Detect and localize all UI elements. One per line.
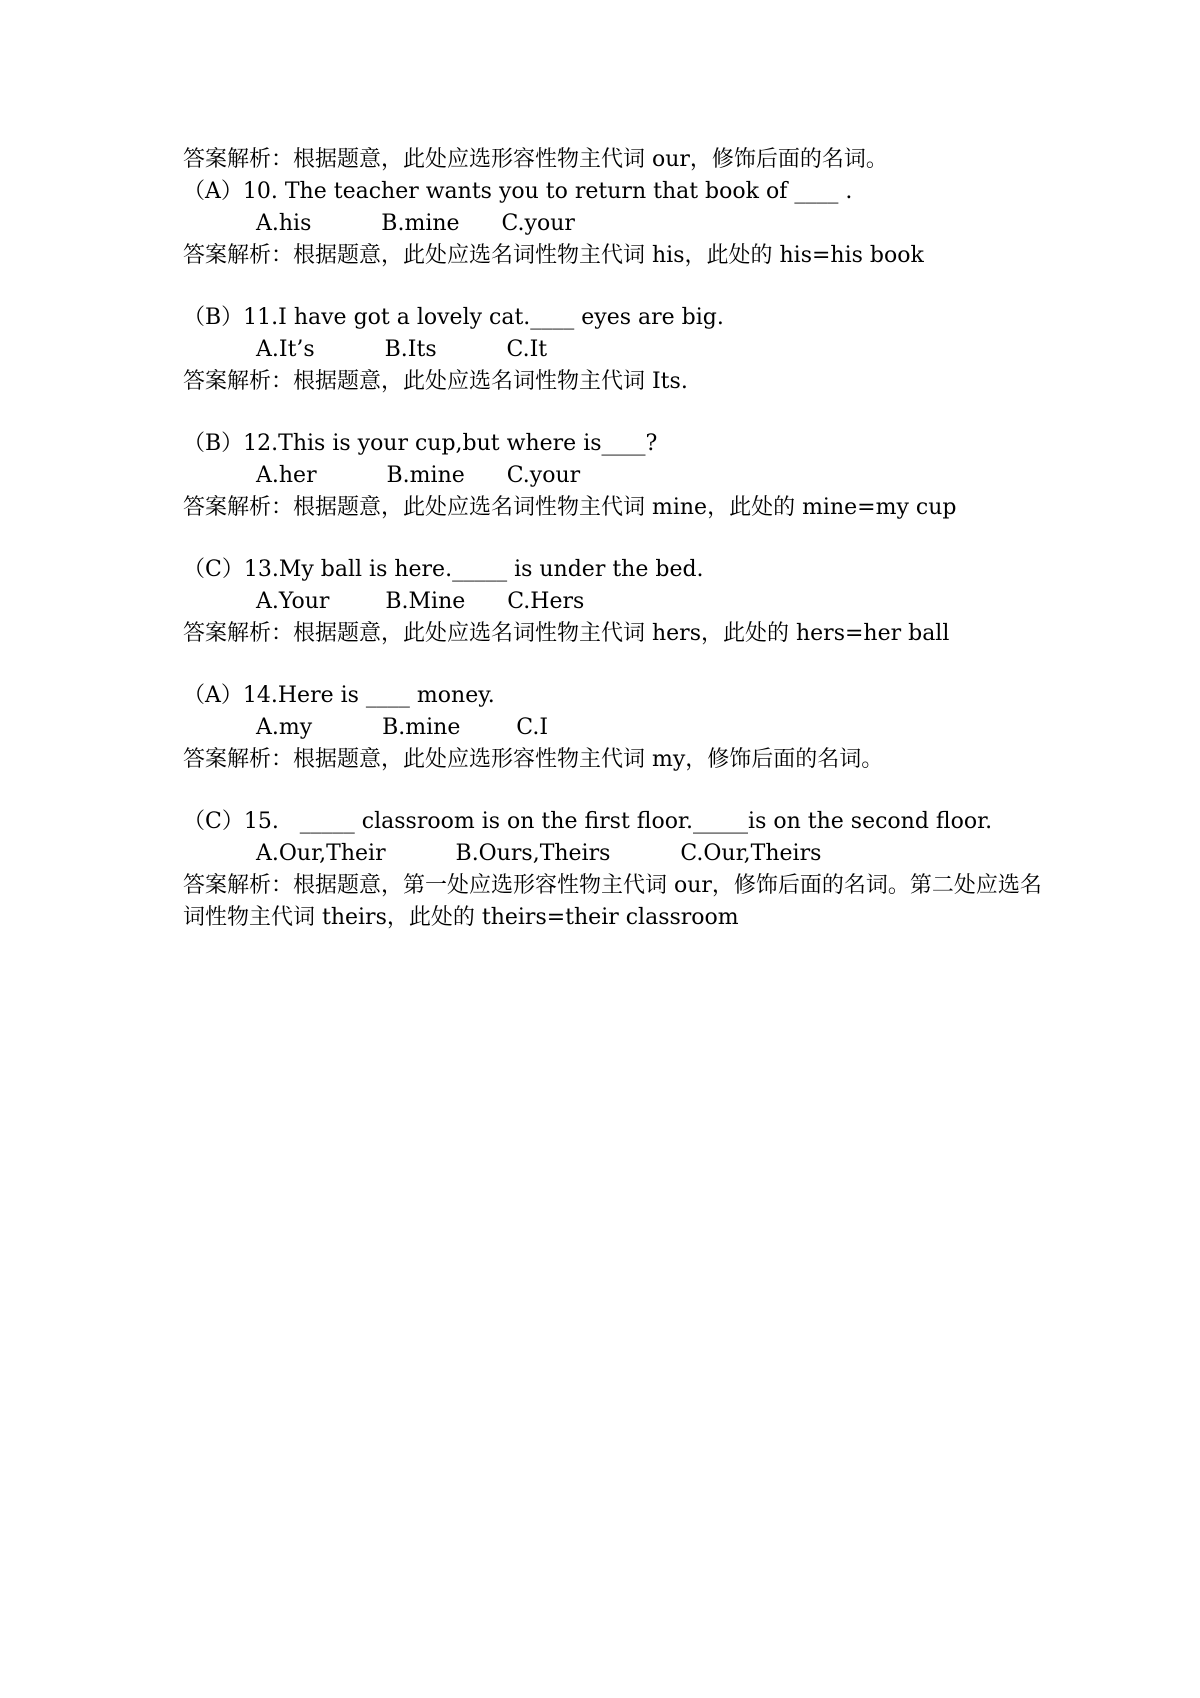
- question-stem: （A）14.Here is ____ money.: [183, 683, 495, 708]
- question-stem: （B）12.This is your cup,but where is____?: [183, 431, 658, 456]
- answer-options: A.Our,Their B.Ours,Theirs C.Our,Theirs: [256, 841, 822, 866]
- answer-analysis: 答案解析：根据题意，此处应选形容性物主代词 my，修饰后面的名词。: [183, 747, 884, 772]
- answer-options: A.his B.mine C.your: [256, 211, 575, 236]
- question-13: [183, 554, 1043, 650]
- answer-analysis: 答案解析：根据题意，此处应选名词性物主代词 Its.: [183, 369, 688, 394]
- answer-options: A.Your B.Mine C.Hers: [256, 589, 585, 614]
- answer-options: A.my B.mine C.I: [256, 715, 549, 740]
- answer-analysis: 答案解析：根据题意，第一处应选形容性物主代词 our，修饰后面的名词。第二处应选名词性物主代词 theirs，此处的 theirs=their classroom: [183, 873, 1042, 930]
- document-content: [183, 144, 1043, 964]
- question-stem: （B）11.I have got a lovely cat.____ eyes are big.: [183, 305, 724, 330]
- question-12: [183, 428, 1043, 524]
- answer-options: A.It’s B.Its C.It: [256, 337, 548, 362]
- question-stem: （C）13.My ball is here._____ is under the bed.: [183, 557, 704, 582]
- question-15: [183, 806, 1043, 934]
- answer-analysis: 答案解析：根据题意，此处应选名词性物主代词 his，此处的 his=his book: [183, 243, 924, 268]
- intro-answer-analysis: 答案解析：根据题意，此处应选形容性物主代词 our，修饰后面的名词。: [183, 147, 888, 172]
- answer-analysis: 答案解析：根据题意，此处应选名词性物主代词 mine，此处的 mine=my cup: [183, 495, 957, 520]
- question-14: [183, 680, 1043, 776]
- question-10: [183, 176, 1043, 272]
- answer-analysis: 答案解析：根据题意，此处应选名词性物主代词 hers，此处的 hers=her ball: [183, 621, 950, 646]
- question-stem: （C）15. _____ classroom is on the first floor._____is on the second floor.: [183, 809, 993, 834]
- answer-options: A.her B.mine C.your: [256, 463, 581, 488]
- question-11: [183, 302, 1043, 398]
- question-stem: （A）10. The teacher wants you to return that book of ____ .: [183, 179, 853, 204]
